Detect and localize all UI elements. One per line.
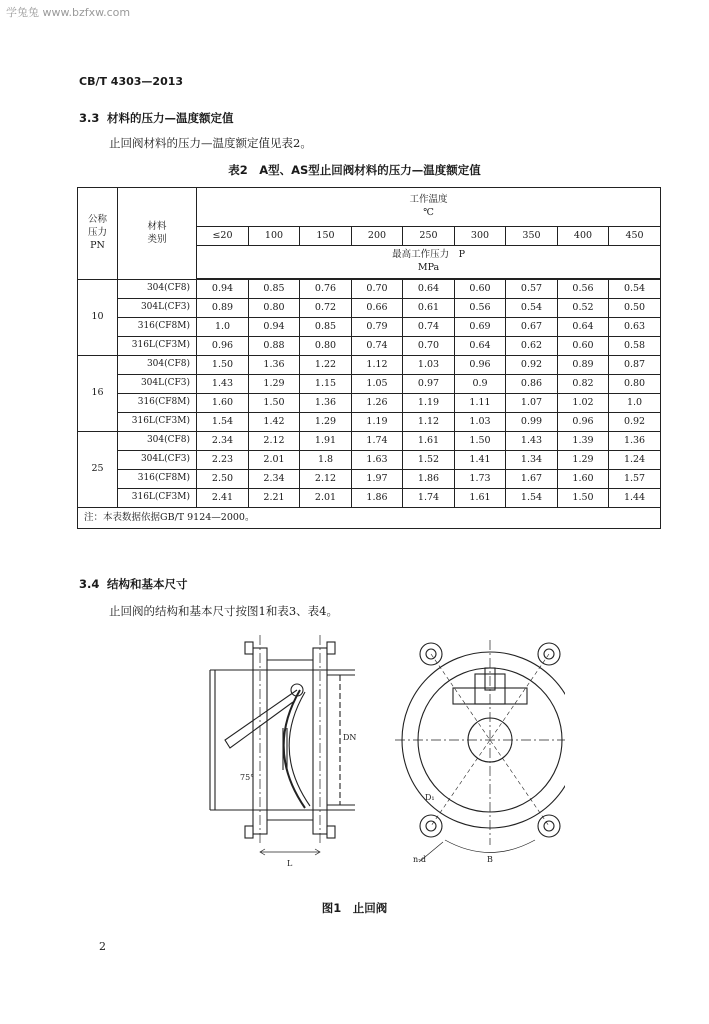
- temp-header-cell: 450: [609, 227, 661, 246]
- pressure-value-cell: 1.0: [197, 318, 249, 337]
- pressure-value-cell: 0.67: [506, 318, 558, 337]
- header-pressure: [197, 246, 661, 279]
- pressure-value-cell: 2.50: [197, 470, 249, 489]
- pressure-value-cell: 1.43: [506, 432, 558, 451]
- pressure-value-cell: 1.41: [455, 451, 506, 470]
- pressure-value-cell: 0.54: [506, 299, 558, 318]
- pressure-value-cell: 1.12: [352, 356, 403, 375]
- pressure-value-cell: 0.89: [558, 356, 609, 375]
- section-3-3-heading: [79, 110, 234, 126]
- pressure-value-cell: 2.01: [300, 489, 352, 508]
- pressure-value-cell: 0.92: [609, 413, 661, 432]
- temp-header-cell: 400: [558, 227, 609, 246]
- pressure-value-cell: 1.91: [300, 432, 352, 451]
- figure-label-b: B: [487, 855, 493, 864]
- pn-cell: 25: [78, 432, 118, 508]
- pressure-value-cell: 1.12: [403, 413, 455, 432]
- table-row: [78, 432, 661, 451]
- pressure-value-cell: 1.39: [558, 432, 609, 451]
- pressure-value-cell: 1.8: [300, 451, 352, 470]
- pressure-value-cell: 0.74: [403, 318, 455, 337]
- table-row: [78, 318, 661, 337]
- pressure-value-cell: 0.74: [352, 337, 403, 356]
- section-3-4-heading: [79, 576, 188, 592]
- pressure-value-cell: 0.82: [558, 375, 609, 394]
- pressure-value-cell: 0.60: [455, 280, 506, 299]
- pressure-value-cell: 0.60: [558, 337, 609, 356]
- temp-header-cell: 200: [352, 227, 403, 246]
- pressure-value-cell: 1.57: [609, 470, 661, 489]
- table-note: 注：本表数据依据GB/T 9124—2000。: [78, 508, 661, 529]
- pressure-value-cell: 1.97: [352, 470, 403, 489]
- watermark: 学兔兔 www.bzfxw.com: [6, 6, 131, 19]
- pressure-value-cell: 0.66: [352, 299, 403, 318]
- section-3-3-number: 3.3: [79, 111, 100, 125]
- table-row: [78, 375, 661, 394]
- material-cell: 316(CF8M): [118, 470, 197, 489]
- pressure-value-cell: 1.43: [197, 375, 249, 394]
- section-3-3-text: 止回阀材料的压力—温度额定值见表2。: [109, 136, 312, 150]
- table-row: [78, 470, 661, 489]
- pressure-value-cell: 0.52: [558, 299, 609, 318]
- table-row: [78, 489, 661, 508]
- pressure-value-cell: 1.05: [352, 375, 403, 394]
- pressure-value-cell: 1.29: [249, 375, 300, 394]
- figure-label-angle: 75°: [240, 773, 255, 782]
- pressure-value-cell: 1.74: [352, 432, 403, 451]
- pressure-value-cell: 0.99: [506, 413, 558, 432]
- pressure-value-cell: 1.19: [352, 413, 403, 432]
- pressure-value-cell: 0.97: [403, 375, 455, 394]
- figure-label-d1: D₁: [425, 793, 435, 802]
- pressure-value-cell: 1.86: [352, 489, 403, 508]
- pressure-value-cell: 1.03: [455, 413, 506, 432]
- header-material: [118, 188, 197, 280]
- pressure-value-cell: 0.94: [197, 280, 249, 299]
- pressure-value-cell: 2.12: [249, 432, 300, 451]
- pressure-value-cell: 0.62: [506, 337, 558, 356]
- pressure-value-cell: 0.58: [609, 337, 661, 356]
- pressure-value-cell: 1.44: [609, 489, 661, 508]
- pressure-value-cell: 0.9: [455, 375, 506, 394]
- header-row-1: [78, 188, 661, 227]
- temp-header-cell: 150: [300, 227, 352, 246]
- pressure-value-cell: 0.56: [455, 299, 506, 318]
- pressure-value-cell: 2.21: [249, 489, 300, 508]
- pressure-value-cell: 1.29: [300, 413, 352, 432]
- pressure-value-cell: 0.61: [403, 299, 455, 318]
- standard-number: CB/T 4303—2013: [79, 75, 184, 88]
- material-cell: 304L(CF3): [118, 451, 197, 470]
- material-cell: 316L(CF3M): [118, 489, 197, 508]
- pressure-value-cell: 0.96: [197, 337, 249, 356]
- pressure-value-cell: 0.92: [506, 356, 558, 375]
- pressure-value-cell: 0.70: [403, 337, 455, 356]
- pressure-value-cell: 1.54: [506, 489, 558, 508]
- figure-label-dn: DN: [343, 733, 357, 742]
- material-cell: 304(CF8): [118, 432, 197, 451]
- pressure-value-cell: 0.85: [300, 318, 352, 337]
- pressure-value-cell: 0.96: [558, 413, 609, 432]
- pressure-value-cell: 0.88: [249, 337, 300, 356]
- material-cell: 304(CF8): [118, 280, 197, 299]
- note-row: [78, 508, 661, 529]
- temp-header-cell: ≤20: [197, 227, 249, 246]
- pressure-value-cell: 1.50: [197, 356, 249, 375]
- table-row: [78, 337, 661, 356]
- material-cell: 304L(CF3): [118, 299, 197, 318]
- section-3-3-title: 材料的压力—温度额定值: [107, 111, 234, 125]
- pressure-value-cell: 0.72: [300, 299, 352, 318]
- pressure-value-cell: 1.86: [403, 470, 455, 489]
- pressure-value-cell: 1.52: [403, 451, 455, 470]
- table-row: [78, 451, 661, 470]
- pressure-value-cell: 1.60: [558, 470, 609, 489]
- pressure-value-cell: 0.79: [352, 318, 403, 337]
- figure-caption: 图1 止回阀: [321, 901, 388, 915]
- pressure-value-cell: 1.42: [249, 413, 300, 432]
- pressure-value-cell: 0.69: [455, 318, 506, 337]
- material-cell: 316L(CF3M): [118, 337, 197, 356]
- pressure-value-cell: 1.22: [300, 356, 352, 375]
- temp-header-cell: 350: [506, 227, 558, 246]
- table-row: [78, 394, 661, 413]
- pressure-value-cell: 0.56: [558, 280, 609, 299]
- pressure-value-cell: 1.03: [403, 356, 455, 375]
- header-temperature: [197, 188, 661, 227]
- pressure-value-cell: 2.12: [300, 470, 352, 489]
- material-cell: 316L(CF3M): [118, 413, 197, 432]
- pressure-value-cell: 2.34: [197, 432, 249, 451]
- table-row: [78, 356, 661, 375]
- pressure-value-cell: 1.07: [506, 394, 558, 413]
- pressure-value-cell: 0.63: [609, 318, 661, 337]
- pressure-value-cell: 1.19: [403, 394, 455, 413]
- check-valve-drawing: [205, 630, 565, 870]
- section-3-4-text: 止回阀的结构和基本尺寸按图1和表3、表4。: [109, 604, 338, 618]
- figure-label-holes: n-d: [413, 855, 426, 864]
- table-caption: 表2 A型、AS型止回阀材料的压力—温度额定值: [228, 163, 481, 177]
- pressure-value-cell: 0.70: [352, 280, 403, 299]
- pressure-value-cell: 2.34: [249, 470, 300, 489]
- pressure-value-cell: 0.85: [249, 280, 300, 299]
- page-number: 2: [99, 940, 106, 953]
- pressure-value-cell: 1.60: [197, 394, 249, 413]
- pressure-value-cell: 0.89: [197, 299, 249, 318]
- material-cell: 316(CF8M): [118, 318, 197, 337]
- pressure-value-cell: 1.50: [455, 432, 506, 451]
- pressure-value-cell: 0.64: [455, 337, 506, 356]
- table-row: [78, 413, 661, 432]
- pressure-value-cell: 1.63: [352, 451, 403, 470]
- pressure-value-cell: 0.57: [506, 280, 558, 299]
- pressure-value-cell: 0.80: [609, 375, 661, 394]
- temp-header-cell: 100: [249, 227, 300, 246]
- material-cell: 304L(CF3): [118, 375, 197, 394]
- pressure-value-cell: 1.11: [455, 394, 506, 413]
- pressure-value-cell: 1.36: [609, 432, 661, 451]
- pressure-value-cell: 0.64: [558, 318, 609, 337]
- pressure-value-cell: 0.80: [300, 337, 352, 356]
- pressure-value-cell: 1.50: [558, 489, 609, 508]
- pressure-value-cell: 1.67: [506, 470, 558, 489]
- header-pressure-label: 最高工作压力 P MPa: [392, 249, 465, 273]
- pressure-value-cell: 0.87: [609, 356, 661, 375]
- pressure-value-cell: 0.54: [609, 280, 661, 299]
- section-3-4-title: 结构和基本尺寸: [107, 577, 188, 591]
- header-pn: [78, 188, 118, 280]
- pressure-value-cell: 1.54: [197, 413, 249, 432]
- pressure-value-cell: 0.64: [403, 280, 455, 299]
- pressure-value-cell: 1.0: [609, 394, 661, 413]
- header-pn-label: 公称 压力 PN: [87, 214, 107, 251]
- figure-label-L: L: [287, 859, 293, 868]
- material-cell: 304(CF8): [118, 356, 197, 375]
- pressure-value-cell: 1.24: [609, 451, 661, 470]
- pressure-value-cell: 0.76: [300, 280, 352, 299]
- pressure-value-cell: 1.26: [352, 394, 403, 413]
- temp-header-cell: 250: [403, 227, 455, 246]
- header-temperature-label: 工作温度 ℃: [409, 194, 448, 218]
- temp-header-cell: 300: [455, 227, 506, 246]
- section-3-4-number: 3.4: [79, 577, 100, 591]
- pressure-value-cell: 2.41: [197, 489, 249, 508]
- pressure-value-cell: 0.50: [609, 299, 661, 318]
- pressure-value-cell: 1.15: [300, 375, 352, 394]
- material-cell: 316(CF8M): [118, 394, 197, 413]
- header-material-label: 材料 类别: [147, 220, 167, 245]
- pressure-value-cell: 1.34: [506, 451, 558, 470]
- pressure-value-cell: 1.61: [455, 489, 506, 508]
- pressure-value-cell: 1.61: [403, 432, 455, 451]
- pn-cell: 16: [78, 356, 118, 432]
- pressure-value-cell: 1.50: [249, 394, 300, 413]
- table-row: [78, 299, 661, 318]
- front-view: [395, 640, 565, 862]
- pressure-value-cell: 0.94: [249, 318, 300, 337]
- pressure-temperature-table: [77, 187, 661, 529]
- pressure-value-cell: 2.01: [249, 451, 300, 470]
- pn-cell: 10: [78, 280, 118, 356]
- pressure-value-cell: 1.74: [403, 489, 455, 508]
- pressure-value-cell: 1.73: [455, 470, 506, 489]
- pressure-value-cell: 0.80: [249, 299, 300, 318]
- pressure-value-cell: 1.29: [558, 451, 609, 470]
- pressure-value-cell: 1.36: [249, 356, 300, 375]
- table-body: [78, 188, 661, 529]
- pressure-value-cell: 1.36: [300, 394, 352, 413]
- side-section-view: [210, 635, 355, 855]
- pressure-value-cell: 0.86: [506, 375, 558, 394]
- pressure-value-cell: 2.23: [197, 451, 249, 470]
- pressure-value-cell: 1.02: [558, 394, 609, 413]
- pressure-value-cell: 0.96: [455, 356, 506, 375]
- table-row: [78, 280, 661, 299]
